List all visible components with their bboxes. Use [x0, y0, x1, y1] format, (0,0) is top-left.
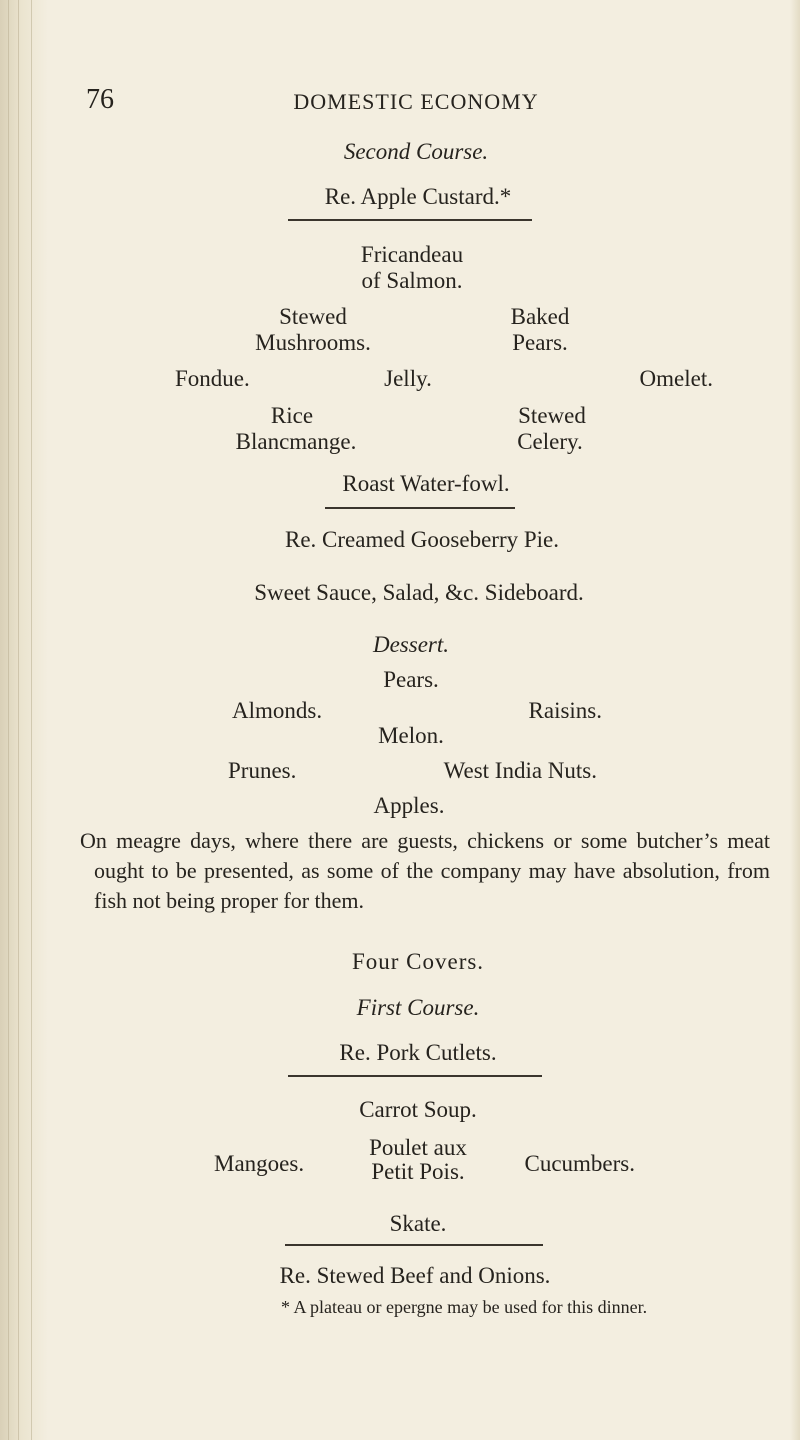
running-title: DOMESTIC ECONOMY	[293, 89, 539, 114]
right-upper-dish-line1: Baked	[510, 304, 570, 329]
dessert-left-lower: Prunes.	[228, 758, 297, 783]
divider-rule	[288, 219, 532, 221]
middle-left-dish: Fondue.	[175, 366, 250, 391]
four-covers-center-line1: Poulet aux	[369, 1135, 467, 1160]
dessert-center: Melon.	[378, 723, 444, 748]
bottom-remove: Re. Creamed Gooseberry Pie.	[284, 527, 560, 552]
four-covers-bottom-remove: Re. Stewed Beef and Onions.	[279, 1263, 551, 1288]
dessert-top: Pears.	[383, 667, 439, 692]
four-covers-bottom-dish: Skate.	[389, 1211, 447, 1236]
dessert-bottom: Apples.	[373, 793, 445, 818]
page-edge	[790, 0, 800, 1440]
gutter-line	[18, 0, 19, 1440]
four-covers-left-dish: Mangoes.	[214, 1151, 305, 1176]
middle-right-dish: Omelet.	[639, 366, 713, 391]
right-lower-dish-line2: Celery.	[517, 429, 583, 454]
right-lower-dish-line1: Stewed	[518, 403, 586, 428]
four-covers-heading: Four Covers.	[351, 949, 485, 974]
middle-center-dish: Jelly.	[384, 366, 432, 391]
left-upper-dish-line1: Stewed	[279, 304, 347, 329]
left-upper-dish-line2: Mushrooms.	[255, 330, 371, 355]
dessert-left-upper: Almonds.	[232, 698, 323, 723]
bottom-dish: Roast Water-fowl.	[342, 471, 510, 496]
gutter-line	[31, 0, 32, 1440]
divider-rule	[288, 1075, 542, 1077]
dessert-right-upper: Raisins.	[528, 698, 602, 723]
footnote: * A plateau or epergne may be used for this dinner.	[281, 1297, 648, 1317]
dessert-heading: Dessert.	[372, 632, 450, 657]
divider-rule	[285, 1244, 543, 1246]
gutter-line	[8, 0, 9, 1440]
second-course-heading: Second Course.	[343, 139, 489, 164]
four-covers-top-remove: Re. Pork Cutlets.	[339, 1040, 497, 1065]
left-lower-dish-line2: Blancmange.	[235, 429, 357, 454]
body-paragraph: On meagre days, where there are guests, chickens or some butcher’s meat ought to be presented, as some of the company may have absolution, from fish not being proper for them.	[80, 828, 770, 913]
dessert-right-lower: West India Nuts.	[443, 758, 597, 783]
first-course-heading: First Course.	[356, 995, 480, 1020]
four-covers-right-dish: Cucumbers.	[524, 1151, 635, 1176]
top-remove: Re. Apple Custard.*	[324, 184, 512, 209]
center-dish-line1: Fricandeau	[360, 242, 464, 267]
divider-rule	[325, 507, 515, 509]
left-lower-dish-line1: Rice	[270, 403, 314, 428]
right-upper-dish-line2: Pears.	[512, 330, 568, 355]
four-covers-top-dish: Carrot Soup.	[359, 1097, 477, 1122]
page-number: 76	[86, 84, 114, 115]
sideboard-line: Sweet Sauce, Salad, &c. Sideboard.	[254, 580, 584, 605]
four-covers-center-line2: Petit Pois.	[371, 1159, 465, 1184]
center-dish-line2: of Salmon.	[361, 268, 463, 293]
